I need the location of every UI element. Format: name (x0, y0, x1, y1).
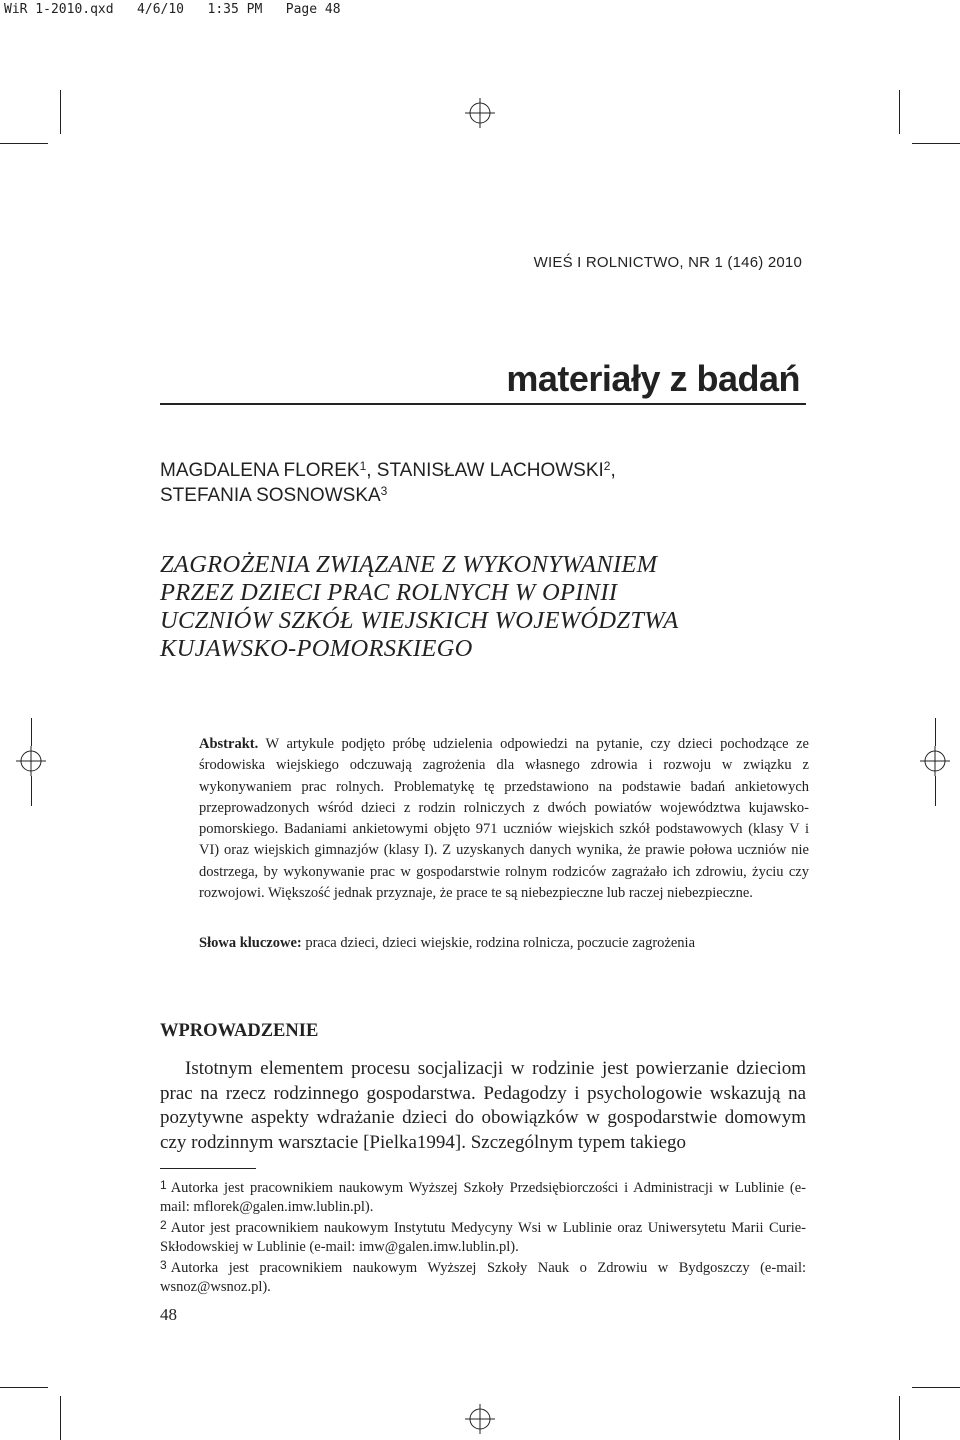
footnote-text: Autorka jest pracownikiem naukowym Wyższej Szkoły Nauk o Zdrowiu w Bydgoszczy (e-mail: wsnoz@wsnoz.pl). (160, 1260, 806, 1295)
footnote (160, 1216, 806, 1256)
crop-mark (912, 1387, 960, 1388)
section-title: materiały z badań (506, 358, 800, 399)
crop-mark (912, 143, 960, 144)
registration-mark-icon (465, 1404, 495, 1434)
author-footnote-ref: 1 (359, 459, 367, 473)
footnotes (160, 1176, 806, 1296)
section-divider (160, 403, 806, 405)
crop-mark (0, 143, 48, 144)
crop-mark (60, 90, 61, 134)
article-title (160, 551, 806, 663)
abstract-label: Abstrakt. (199, 736, 259, 752)
crop-mark (899, 1396, 900, 1440)
footnote-number: 3 (160, 1258, 167, 1272)
author-name: MAGDALENA FLOREK (160, 460, 360, 481)
title-line: PRZEZ DZIECI PRAC ROLNYCH W OPINII (160, 579, 618, 606)
author-list (160, 456, 806, 506)
crop-mark (935, 718, 936, 746)
registration-mark-icon (465, 98, 495, 128)
keywords-text: praca dzieci, dzieci wiejskie, rodzina rolnicza, poczucie zagrożenia (301, 935, 696, 951)
author-name: STEFANIA SOSNOWSKA (160, 485, 381, 506)
abstract-text: W artykule podjęto próbę udzielenia odpowiedzi na pytanie, czy dzieci pochodzące ze środowiska wiejskiego odczuwają zagrożenia dla własnego zdrowia i rozwoju w związku z wykonywaniem prac rolnych. Problematykę tę przedstawiono na podstawie badań ankietowych przeprowadzonych wśród dzieci z rodzin rolniczych z dwóch powiatów województwa kujawsko-pomorskiego. Badaniami ankietowymi objęto 971 uczniów wiejskich szkół podstawowych (klasy V i VI) oraz wiejskich gimnazjów (klasy I). Z uzyskanych danych wynika, że prawie połowa uczniów nie dostrzega, by wykonywanie prac w gospodarstwie rolnym rodziców zagrażało ich zdrowiu, życiu czy rozwojowi. Większość jednak przyznaje, że prace te są niebezpieczne lub raczej niebezpieczne. (199, 736, 809, 902)
intro-paragraph: Istotnym elementem procesu socjalizacji w rodzinie jest powierzanie dzieciom prac na rzecz rodzinnego gospodarstwa. Pedagodzy i psychologowie wskazują na pozytywne aspekty wdrażanie dzieci do obowiązków w gospodarstwie domowym czy rodzinnym warsztacie [Pielka1994]. Szczególnym typem takiego (160, 1058, 806, 1153)
abstract (199, 734, 809, 904)
crop-mark (0, 1387, 48, 1388)
title-line: ZAGROŻENIA ZWIĄZANE Z WYKONYWANIEM (160, 551, 658, 578)
crop-mark (899, 90, 900, 134)
keywords-label: Słowa kluczowe: (199, 935, 302, 951)
registration-mark-icon (16, 746, 46, 776)
intro-heading: WPROWADZENIE (160, 1021, 319, 1041)
footnote-number: 2 (160, 1218, 167, 1232)
registration-mark-icon (920, 746, 950, 776)
footnote-text: Autor jest pracownikiem naukowym Instytutu Medycyny Wsi w Lublinie oraz Uniwersytetu Marii Curie-Skłodowskiej w Lublinie (e-mail: imw@galen.imw.lublin.pl). (160, 1220, 806, 1255)
footnote (160, 1256, 806, 1296)
print-slug-line: WiR 1-2010.qxd 4/6/10 1:35 PM Page 48 (4, 2, 341, 17)
title-line: KUJAWSKO-POMORSKIEGO (160, 635, 473, 662)
footnote-divider (160, 1168, 256, 1169)
author-separator: , (610, 460, 616, 481)
footnote (160, 1176, 806, 1216)
page-number: 48 (160, 1305, 177, 1324)
footnote-text: Autorka jest pracownikiem naukowym Wyższej Szkoły Przedsiębiorczości i Administracji w Lublinie (e-mail: mflorek@galen.imw.lublin.pl). (160, 1180, 806, 1215)
crop-mark (935, 776, 936, 806)
author-footnote-ref: 2 (603, 459, 611, 473)
crop-mark (31, 776, 32, 806)
author-line (160, 456, 806, 481)
crop-mark (60, 1396, 61, 1440)
author-footnote-ref: 3 (380, 484, 388, 498)
crop-mark (31, 718, 32, 746)
author-line (160, 481, 806, 506)
keywords (199, 935, 809, 952)
title-line: UCZNIÓW SZKÓŁ WIEJSKICH WOJEWÓDZTWA (160, 607, 679, 634)
footnote-number: 1 (160, 1178, 167, 1192)
journal-header: WIEŚ I ROLNICTWO, NR 1 (146) 2010 (533, 254, 802, 271)
author-name: , STANISŁAW LACHOWSKI (366, 460, 604, 481)
